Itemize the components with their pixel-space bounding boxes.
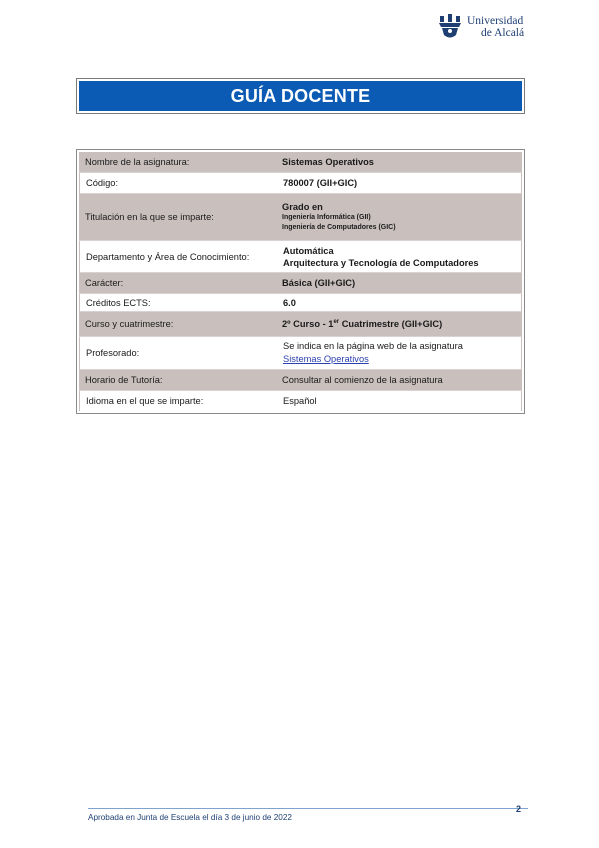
footer-approval-text: Aprobada en Junta de Escuela el día 3 de junio de 2022 (88, 813, 292, 822)
label-tutoria: Horario de Tutoría: (85, 375, 163, 385)
departamento-line-1: Automática (283, 245, 334, 256)
value-idioma: Español (283, 396, 317, 406)
row-departamento (79, 241, 522, 273)
university-logo (437, 12, 537, 42)
label-curso: Curso y cuatrimestre: (85, 319, 174, 329)
logo-line-2: de Alcalá (481, 27, 525, 39)
university-name (467, 15, 524, 39)
row-titulacion (79, 194, 522, 241)
label-codigo: Código: (86, 178, 119, 188)
value-caracter: Básica (GII+GIC) (282, 278, 356, 288)
label-caracter: Carácter: (85, 278, 124, 288)
row-codigo (79, 173, 522, 194)
row-tutoria (79, 370, 522, 391)
course-info-table (76, 149, 525, 414)
row-creditos (79, 294, 522, 312)
titulacion-grado: Grado en (282, 202, 323, 212)
value-codigo: 780007 (GII+GIC) (283, 178, 358, 188)
curso-text-post: Cuatrimestre (GII+GIC) (339, 319, 443, 329)
value-tutoria: Consultar al comienzo de la asignatura (282, 375, 443, 385)
label-idioma: Idioma en el que se imparte: (86, 396, 204, 406)
titulacion-gic: Ingeniería de Computadores (GIC) (282, 224, 396, 231)
label-nombre: Nombre de la asignatura: (85, 157, 190, 167)
titulacion-gii: Ingeniería Informática (GII) (282, 214, 371, 221)
university-crest-icon (437, 13, 463, 41)
row-profesorado (79, 337, 522, 370)
row-idioma (79, 391, 522, 411)
value-titulacion (278, 201, 522, 233)
label-departamento: Departamento y Área de Conocimiento: (86, 251, 250, 262)
row-nombre (79, 152, 522, 173)
value-departamento (279, 245, 521, 269)
label-profesorado: Profesorado: (86, 348, 140, 358)
departamento-line-2: Arquitectura y Tecnología de Computadores (283, 257, 479, 268)
title-banner (76, 78, 525, 114)
value-curso (278, 319, 522, 329)
label-creditos: Créditos ECTS: (86, 297, 151, 308)
value-profesorado (279, 340, 521, 366)
value-nombre: Sistemas Operativos (282, 157, 374, 167)
curso-text-pre: 2º Curso - 1 (282, 319, 334, 329)
profesorado-text: Se indica en la página web de la asignatura (283, 341, 463, 351)
logo-line-1: Universidad (467, 15, 524, 27)
footer-rule (88, 808, 528, 809)
value-creditos: 6.0 (283, 297, 296, 308)
page-number: 2 (516, 804, 522, 814)
page-title: GUÍA DOCENTE (79, 81, 522, 111)
row-caracter (79, 273, 522, 294)
curso-sup: er (333, 319, 340, 325)
row-curso (79, 312, 522, 337)
sistemas-operativos-link[interactable]: Sistemas Operativos (283, 354, 369, 364)
label-titulacion: Titulación en la que se imparte: (85, 212, 214, 222)
